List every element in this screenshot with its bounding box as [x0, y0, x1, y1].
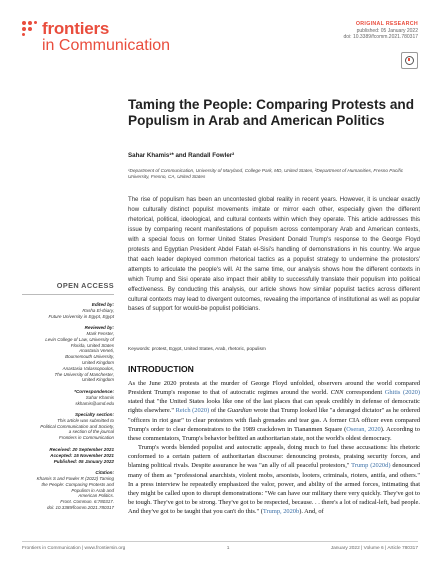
- affiliations: ¹Department of Communication, University of Maryland, College Park, MD, United States, ²Department of Humanities, Fresno Pacific University, Fresno, CA, United States: [128, 168, 404, 180]
- article-title: Taming the People: Comparing Protests and Populism in Arab and American Politics: [128, 97, 415, 128]
- paragraph-2: Trump's words blended populist and autocratic appeals, doing much to fuel these accusations: his rhetoric conformed to a certain pattern of authoritarian discourse: denouncing protests, praising security forces, and blaming political rivals. Despite assurance he was "an ally of all peaceful protestors," Trump (2020d) denounced many of them as "professional anarchists, violent mobs, arsonists, looters, criminals, rioters, antifa, and others." In a press interview he repeatedly emphasized the valor, power, and ability of the armed forces, intimating that they might be called upon to disrupt demonstrations: "We can have our military there very quickly. They've got to be tough. They've got to be strong. They've got to be respected, because. . . there's a lot of radical-left, bad people. And they've got to be taught that you can't do this." (Trump, 2020b). And, of: [128, 444, 421, 516]
- journal-name: frontiers: [42, 19, 110, 38]
- keywords: Keywords: protest, Egypt, United States, Arab, rhetoric, populism: [128, 347, 266, 352]
- section-heading-introduction: INTRODUCTION: [128, 364, 194, 374]
- open-access-label: OPEN ACCESS: [22, 281, 114, 295]
- citation-link[interactable]: Reich (2020): [175, 407, 210, 415]
- citation-link[interactable]: Oseran, 2020: [346, 425, 381, 433]
- correspondence: *Correspondence: Sahar Khamis skhamis@umd.edu: [22, 389, 114, 407]
- frontiers-logo-icon: [22, 21, 38, 37]
- correspondence-email[interactable]: skhamis@umd.edu: [75, 400, 114, 406]
- check-for-updates-icon[interactable]: [401, 52, 418, 69]
- specialty-section: Specialty section: This article was submitted to Political Communication and Society, a section of the journal Frontiers in Communication: [40, 411, 114, 441]
- article-type: ORIGINAL RESEARCH: [355, 21, 418, 27]
- published-date: published: 05 January 2022: [356, 27, 418, 34]
- footer-journal[interactable]: Frontiers in Communication | www.frontiersin.org: [22, 546, 126, 551]
- journal-logo[interactable]: [22, 20, 170, 54]
- footer-divider: [22, 541, 418, 542]
- abstract: The rise of populism has been an uncontested global reality in recent years. However, it is unclear exactly how culturally distinct populist movements imitate or mirror each other, especially given the different rhetorical, political, ideological, and cultural contexts within which they operate. This article addresses this issue by comparing recent manifestations of populism across contemporary Arab and American contexts, with a special focus on former United States President Donald Trump's response to the George Floyd protests and Egyptian President Abdel Fatah el-Sisi's handling of demonstrations in his country. We argue that each leader deployed common rhetorical tactics as a populist strategy to undermine the protestors' attempts to articulate the people's will. At the same time, our analysis shows how the different contexts in which Trump and Sisi operate also impact their ability to successfully translate their populism into political effectiveness. By conducting this analysis, our article shows how similar populist tactics across different cultural contexts may lead to divergent outcomes, revealing the importance of institutional as well as popular bases of support for would-be populist politicians.: [128, 197, 420, 313]
- footer-issue: January 2022 | Volume 6 | Article 780317: [330, 546, 418, 551]
- authors: Sahar Khamis¹* and Randall Fowler²: [128, 152, 235, 159]
- journal-subname: in Communication: [42, 37, 171, 54]
- page-footer: [22, 546, 418, 551]
- citation: Citation: Khamis S and Fowler R (2022) Taming the People: Comparing Protests and Populism in Arab and American Politics. Front. Commun. 6:780317. doi: 10.3389/fcomm.2021.780317: [36, 470, 114, 511]
- article-meta: [344, 21, 419, 41]
- paragraph-1: As the June 2020 protests at the murder of George Floyd unfolded, observers around the world compared President Trump's response to that of autocratic regimes around the world. CNN correspondent Ghitis (2020) stated that "the United States looks like one of the last places that can speak credibly in defense of democratic rights elsewhere." Reich (2020) of the Guardian wrote that Trump looked like "a deranged dictator" as he ordered "officers in riot gear" to clear protestors with flash grenades and tear gas. A former CIA officer even compared Trump's order to clear demonstrators to the 1989 crackdown in Tiananmen Square (Oseran, 2020). According to these commentators, Trump's behavior befitted an authoritarian state, not the world's oldest democracy.: [128, 380, 420, 442]
- article-doi[interactable]: doi: 10.3389/fcomm.2021.780317: [343, 34, 418, 41]
- body-text: [128, 379, 420, 516]
- page-number: 1: [226, 546, 230, 551]
- citation-link[interactable]: Trump, 2020b: [262, 508, 300, 516]
- edited-by: Edited by: Rasha El-Ibiary, Future University in Egypt, Egypt: [48, 302, 114, 319]
- citation-link[interactable]: Ghitis (2020): [384, 389, 420, 397]
- article-info-sidebar: [22, 281, 114, 516]
- citation-link[interactable]: Trump (2020d): [351, 462, 391, 470]
- reviewed-by: Reviewed by: Mark Fenster, Levin College of Law, University of Florida, United States Anastasia Veneti, Bournemouth University, United Kingdom Anastasia Valassopoulos, The University of Manchester, United Kingdom: [45, 325, 114, 383]
- article-dates: Received: 20 September 2021 Accepted: 15 November 2021 Published: 05 January 2022: [49, 446, 114, 464]
